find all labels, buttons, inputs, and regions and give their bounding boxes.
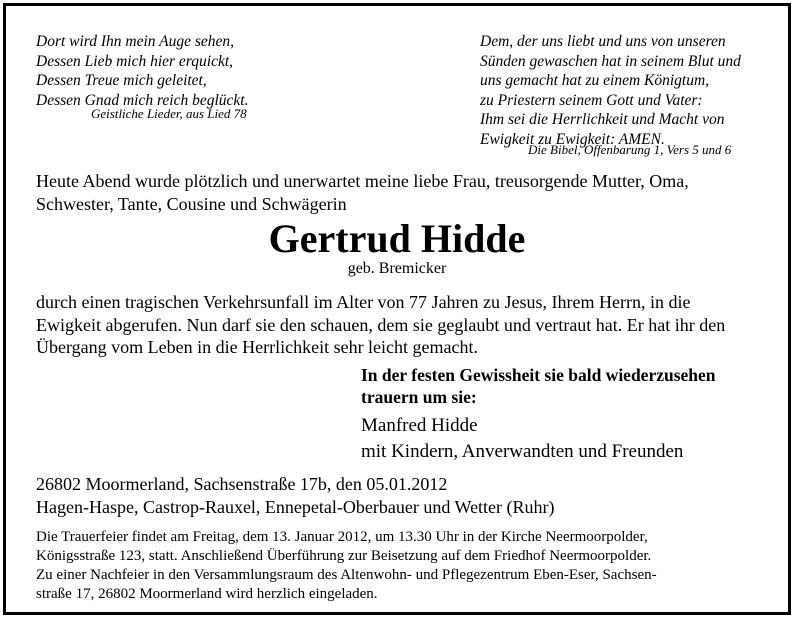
funeral-info-line: Zu einer Nachfeier in den Versammlungsraum des Altenwohn- und Pflegezentrum Eben-Eser, Sachsen- bbox=[36, 567, 657, 583]
message-text bbox=[36, 291, 725, 359]
birth-name: geb. Bremicker bbox=[347, 260, 447, 277]
verse-right-source: Die Bibel, Offenbarung 1, Vers 5 und 6 bbox=[528, 142, 732, 157]
verse-right-line: Ewigkeit zu Ewigkeit: AMEN. bbox=[480, 130, 665, 148]
mourners bbox=[361, 413, 683, 465]
verse-right-line: Sünden gewaschen hat in seinem Blut und bbox=[480, 52, 741, 70]
verse-right-line: zu Priestern seinem Gott und Vater: bbox=[480, 91, 703, 109]
verse-left bbox=[36, 32, 249, 110]
certainty-text bbox=[361, 364, 716, 408]
intro-line: Schwester, Tante, Cousine und Schwägerin bbox=[36, 193, 347, 214]
obituary-notice bbox=[3, 3, 791, 615]
funeral-info bbox=[36, 528, 657, 604]
mourner-line: Manfred Hidde bbox=[361, 415, 478, 436]
certainty-line: trauern um sie: bbox=[361, 387, 477, 407]
verse-left-line: Dort wird Ihn mein Auge sehen, bbox=[36, 33, 235, 50]
intro-text bbox=[36, 170, 689, 215]
verse-left-line: Dessen Lieb mich hier erquickt, bbox=[36, 52, 234, 70]
verse-left-line: Dessen Gnad mich reich beglückt. bbox=[36, 91, 249, 109]
message-line: Ewigkeit abgerufen. Nun darf sie den schauen, dem sie geglaubt und vertraut hat. Er hat ihr den bbox=[36, 314, 726, 335]
verse-right bbox=[480, 32, 741, 149]
funeral-info-line: Königsstraße 123, statt. Anschließend Überführung zur Beisetzung auf dem Friedhof Neermoorpolder. bbox=[36, 548, 652, 564]
verse-left-source: Geistliche Lieder, aus Lied 78 bbox=[91, 106, 247, 121]
intro-line: Heute Abend wurde plötzlich und unerwartet meine liebe Frau, treusorgende Mutter, Oma, bbox=[36, 171, 689, 191]
verse-right-line: Ihm sei die Herrlichkeit und Macht von bbox=[480, 111, 725, 128]
address-block bbox=[36, 473, 555, 518]
address-line: Hagen-Haspe, Castrop-Rauxel, Ennepetal-Oberbauer und Wetter (Ruhr) bbox=[36, 496, 555, 517]
verse-right-line: Dem, der uns liebt und uns von unseren bbox=[480, 33, 726, 50]
funeral-info-line: straße 17, 26802 Moormerland wird herzlich eingeladen. bbox=[36, 586, 378, 602]
verse-left-line: Dessen Treue mich geleitet, bbox=[36, 72, 207, 89]
address-line: 26802 Moormerland, Sachsenstraße 17b, den 05.01.2012 bbox=[36, 474, 448, 494]
verse-right-line: uns gemacht hat zu einem Königtum, bbox=[480, 72, 710, 89]
mourner-line: mit Kindern, Anverwandten und Freunden bbox=[361, 441, 684, 462]
deceased-name: Gertrud Hidde bbox=[268, 216, 526, 261]
certainty-line: In der festen Gewissheit sie bald wiederzusehen bbox=[361, 365, 716, 385]
message-line: durch einen tragischen Verkehrsunfall im Alter von 77 Jahren zu Jesus, Ihrem Herrn, in die bbox=[36, 292, 691, 312]
message-line: Übergang vom Leben in die Herrlichkeit sehr leicht gemacht. bbox=[36, 337, 479, 357]
funeral-info-line: Die Trauerfeier findet am Freitag, dem 13. Januar 2012, um 13.30 Uhr in der Kirche Neermoorpolder, bbox=[36, 529, 648, 545]
